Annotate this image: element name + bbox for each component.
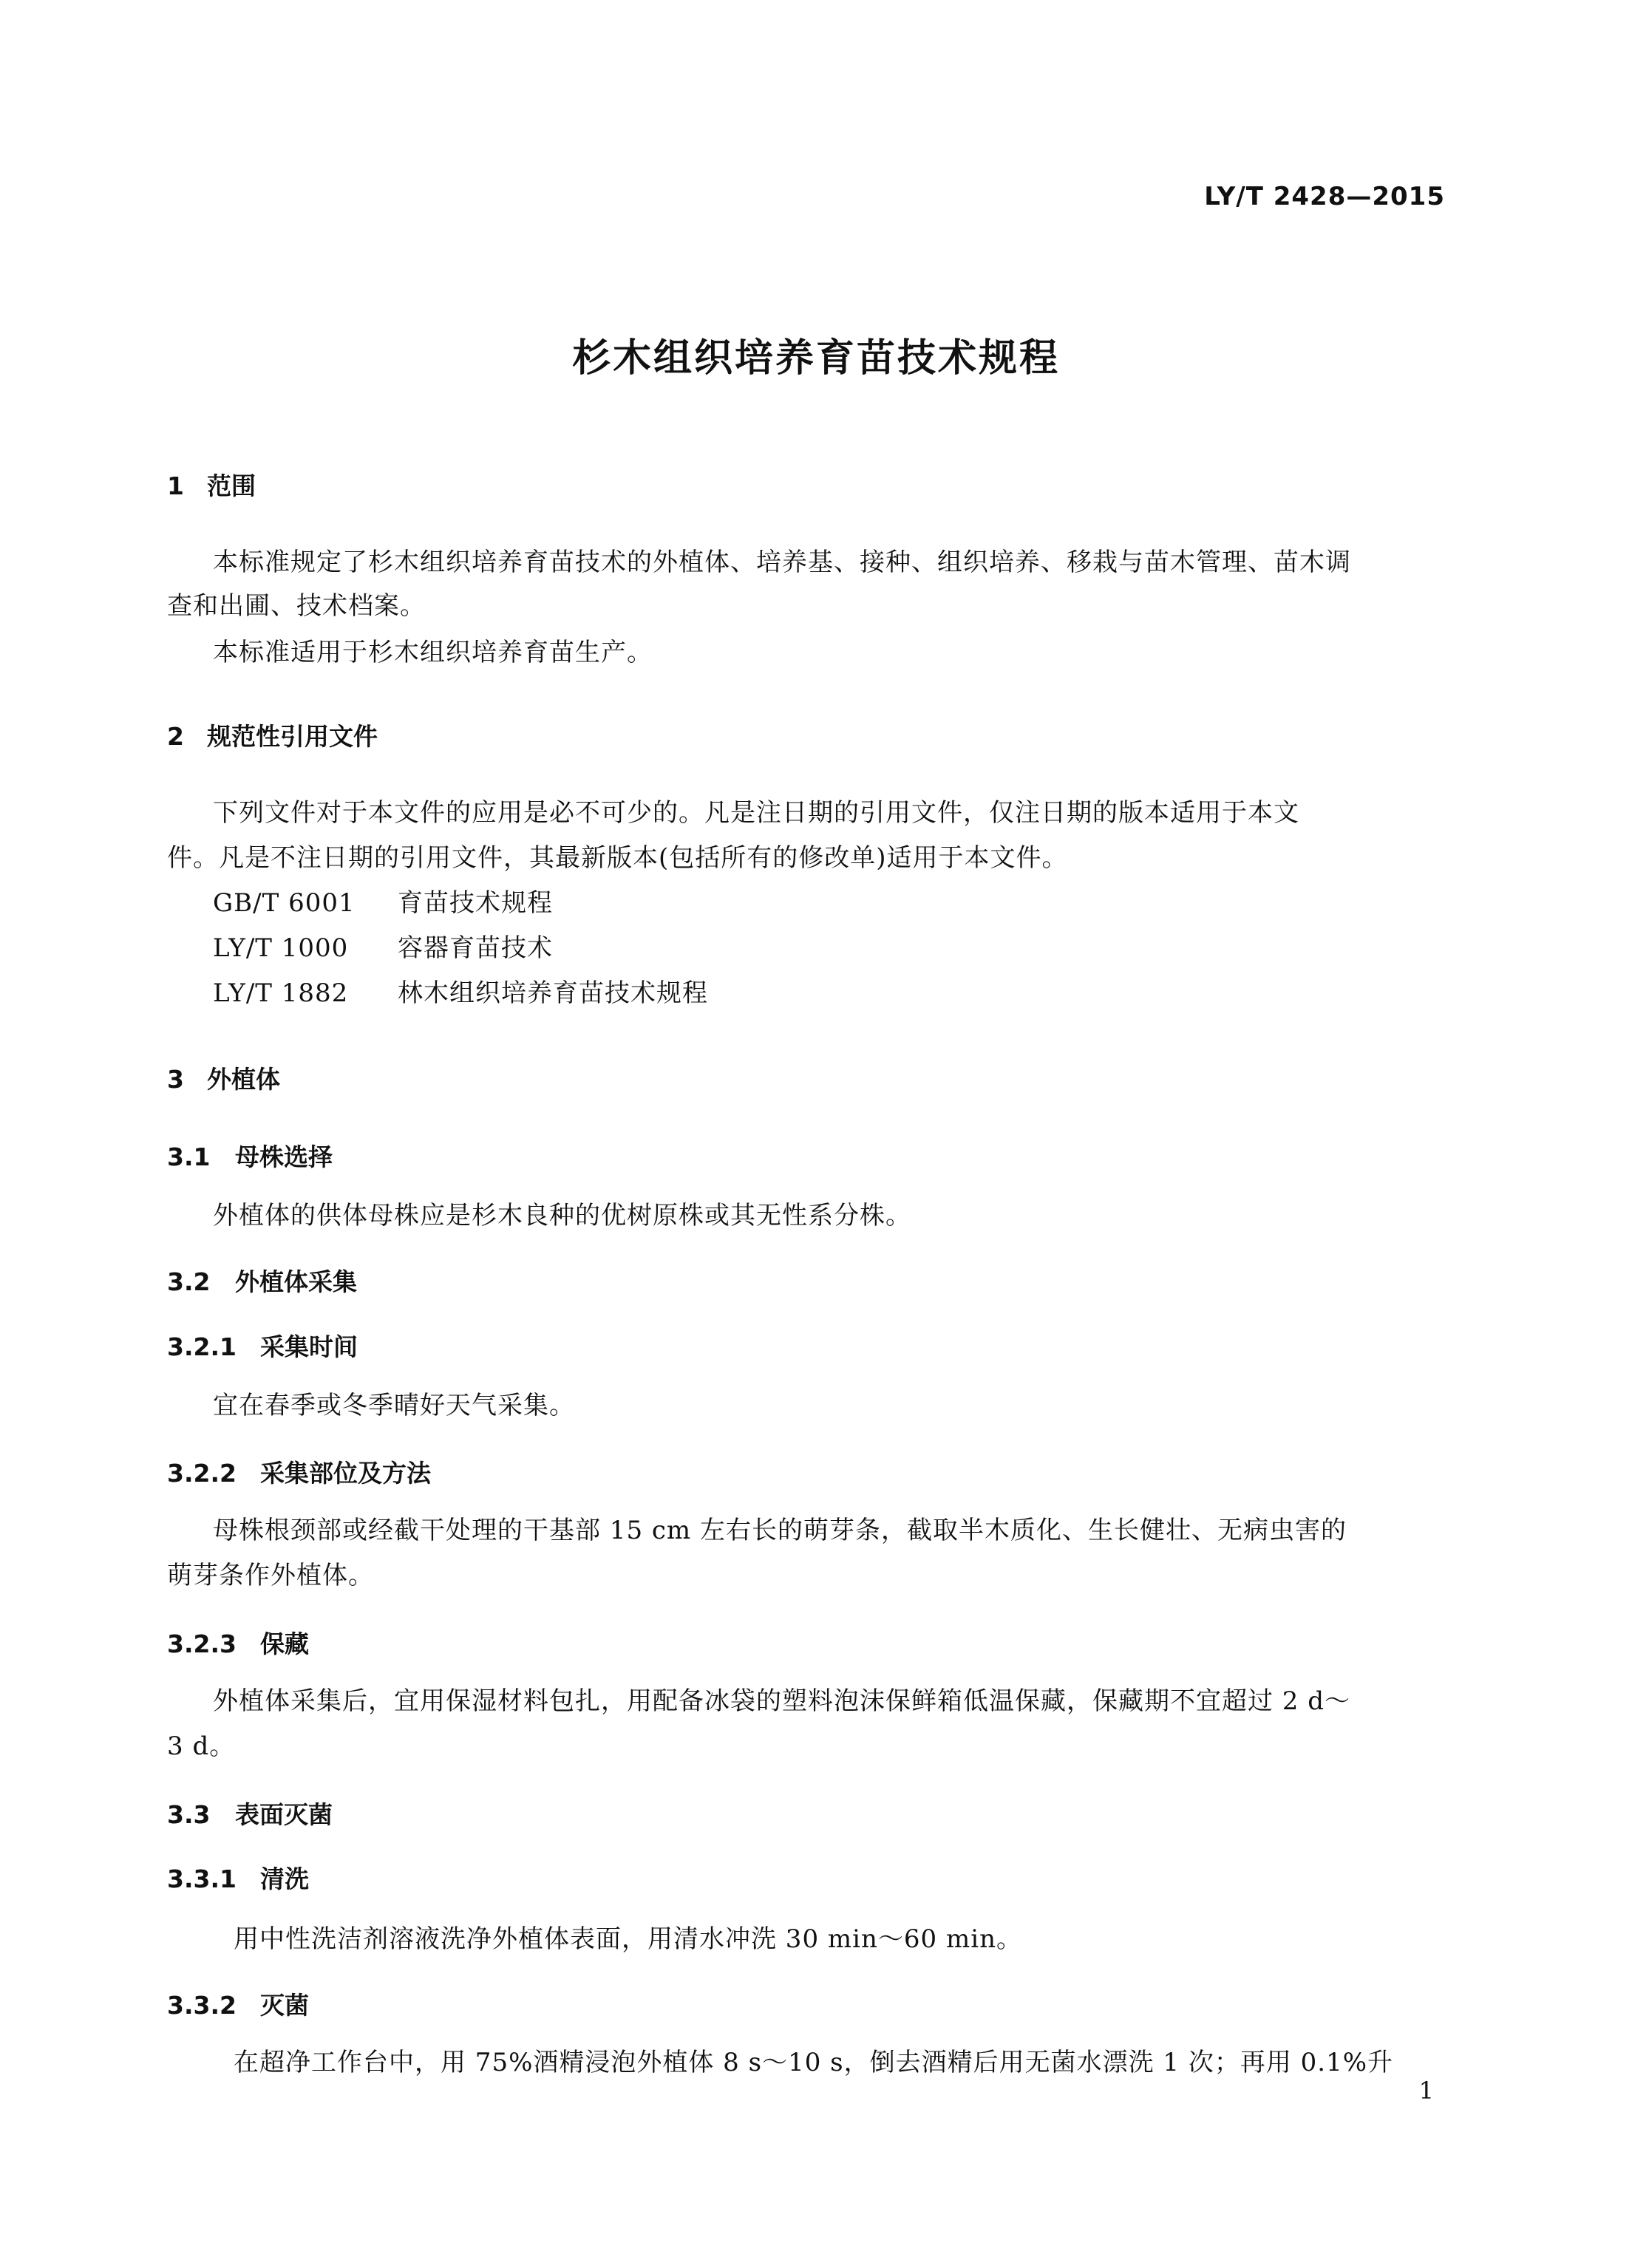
- section-title: 采集时间: [260, 1332, 358, 1361]
- document-title: 杉木组织培养育苗技术规程: [571, 336, 1060, 381]
- section-heading-3: [167, 1060, 280, 1095]
- section-title: 表面灭菌: [235, 1800, 333, 1829]
- section-title: 外植体: [207, 1065, 280, 1094]
- paragraph-line: 本标准规定了杉木组织培养育苗技术的外植体、培养基、接种、组织培养、移栽与苗木管理、苗木调: [213, 548, 1351, 577]
- section-number: 3.2.3: [167, 1630, 237, 1658]
- section-title: 规范性引用文件: [207, 722, 378, 751]
- paragraph-line: 查和出圃、技术档案。: [167, 591, 426, 621]
- section-title: 外植体采集: [235, 1267, 357, 1296]
- reference-code: LY/T 1000: [213, 933, 349, 963]
- section-number: 2: [167, 722, 184, 751]
- paragraph-line: 萌芽条作外植体。: [167, 1561, 374, 1590]
- subsection-heading-3-3: [167, 1796, 333, 1831]
- section-number: 3.2.2: [167, 1459, 237, 1488]
- reference-code: GB/T 6001: [213, 888, 356, 918]
- subsection-heading-3-2-3: [167, 1625, 309, 1660]
- section-number: 3.3.2: [167, 1991, 237, 2020]
- reference-name: 林木组织培养育苗技术规程: [398, 978, 708, 1008]
- section-heading-1: [167, 467, 256, 502]
- subsection-heading-3-2-1: [167, 1328, 358, 1363]
- section-title: 保藏: [260, 1630, 309, 1658]
- reference-name: 容器育苗技术: [398, 933, 553, 963]
- section-title: 范围: [207, 471, 256, 500]
- section-number: 3.3: [167, 1800, 211, 1829]
- subsection-heading-3-2: [167, 1263, 357, 1298]
- subsection-heading-3-3-1: [167, 1860, 309, 1895]
- paragraph-line: 3 d。: [167, 1731, 236, 1761]
- paragraph: 宜在春季或冬季晴好天气采集。: [213, 1391, 575, 1420]
- subsection-heading-3-1: [167, 1138, 333, 1173]
- section-number: 3.2: [167, 1267, 211, 1296]
- section-title: 清洗: [260, 1865, 309, 1893]
- section-title: 采集部位及方法: [260, 1459, 431, 1488]
- reference-name: 育苗技术规程: [398, 888, 553, 918]
- section-heading-2: [167, 718, 378, 752]
- reference-item: [213, 973, 708, 1009]
- paragraph-line: 母株根颈部或经截干处理的干基部 15 cm 左右长的萌芽条，截取半木质化、生长健壮、无病虫害的: [213, 1516, 1347, 1545]
- paragraph: 用中性洗洁剂溶液洗净外植体表面，用清水冲洗 30 min～60 min。: [234, 1924, 1022, 1954]
- standard-code: LY/T 2428—2015: [1204, 182, 1445, 211]
- paragraph: 外植体的供体母株应是杉木良种的优树原株或其无性系分株。: [213, 1201, 911, 1230]
- section-number: 1: [167, 471, 184, 500]
- reference-item: [213, 882, 553, 919]
- paragraph-line: 件。凡是不注日期的引用文件，其最新版本(包括所有的修改单)适用于本文件。: [167, 843, 1068, 873]
- subsection-heading-3-3-2: [167, 1986, 309, 2021]
- subsection-heading-3-2-2: [167, 1454, 431, 1489]
- paragraph-line: 外植体采集后，宜用保湿材料包扎，用配备冰袋的塑料泡沫保鲜箱低温保藏，保藏期不宜超过 2 d～: [213, 1686, 1351, 1716]
- reference-item: [213, 927, 553, 964]
- section-title: 母株选择: [235, 1142, 333, 1171]
- section-number: 3: [167, 1065, 184, 1094]
- paragraph: 本标准适用于杉木组织培养育苗生产。: [213, 638, 653, 667]
- section-number: 3.3.1: [167, 1865, 237, 1893]
- paragraph-line: 下列文件对于本文件的应用是必不可少的。凡是注日期的引用文件，仅注日期的版本适用于本文: [213, 798, 1299, 828]
- section-title: 灭菌: [260, 1991, 309, 2020]
- page-number: 1: [1418, 2077, 1434, 2105]
- section-number: 3.2.1: [167, 1332, 237, 1361]
- section-number: 3.1: [167, 1142, 211, 1171]
- paragraph-line: 在超净工作台中，用 75%酒精浸泡外植体 8 s～10 s，倒去酒精后用无菌水漂洗 1 次；再用 0.1%升: [234, 2048, 1394, 2077]
- reference-code: LY/T 1882: [213, 978, 349, 1008]
